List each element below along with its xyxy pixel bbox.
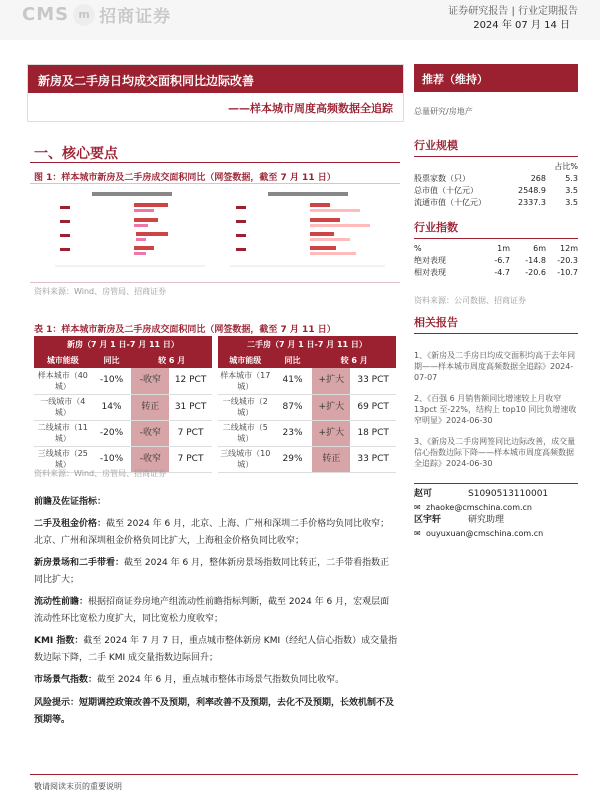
mail-icon: ✉ [414,529,421,538]
table-caption: 表 1：样本城市新房及二手房成交面积同比（网签数据，截至 7 月 11 日） [34,325,336,335]
figure-chart [40,188,395,278]
left-mini-chart [55,192,205,266]
report-type: 证券研究报告 | 行业定期报告 [448,6,578,17]
analyst-row: 赵可 S1090513110001 [414,489,549,499]
group-new: 新房（7 月 1 日-7 月 11 日） [34,336,215,352]
bar [310,246,336,250]
report-subtitle: ——样本城市周度高频数据全追踪 [228,102,393,115]
group-second: 二手房（7 月 1 日-7 月 11 日） [215,336,396,352]
analyst-email[interactable]: ✉ ouyuxuan@cmschina.com.cn [414,529,544,538]
paragraph-showings: 新房景场和二手带看：截至 2024 年 6 月，整体新房景场指数同比转正，二手带看指数正同比扩大； [34,558,390,585]
bar [310,224,370,227]
table-row [34,394,396,420]
index-row: 绝对表现 -6.7 -14.8 -20.3 [414,256,578,265]
cell-city: 样本城市（40 城） [34,368,92,394]
cell-city: 二线城市（5 城） [215,420,273,446]
bar [134,246,154,250]
paragraph-risk: 风险提示：短期调控政策改善不及预期，利率改善不及预期，去化不及预期，长效机制不及预期等。 [34,698,395,725]
basics-row: 股票家数（只） 268 5.3 [414,174,578,183]
cell-yoy: 87% [273,394,313,420]
col-city: 城市能级 [215,352,273,368]
bar [60,248,70,251]
figure-divider [30,183,400,184]
market-table [34,336,396,473]
bar [60,234,70,237]
body-heading: 前瞻及佐证指标： [34,497,107,507]
col-yoy: 同比 [92,352,132,368]
cell-pct: 7 PCT [169,420,215,446]
cell-pct: 69 PCT [350,394,396,420]
related-report-link[interactable]: 3、《新房及二手房网签同比边际改善，成交量信心指数边际下降——样本城市周度高频数据全追踪》2024-06-30 [414,437,576,468]
table-source: 资料来源：Wind、房管局、招商证券 [34,469,167,478]
sidebar [414,64,578,540]
cell-yoy: -10% [92,368,132,394]
col-city: 城市能级 [34,352,92,368]
cell-city: 样本城市（17 城） [215,368,273,394]
related-heading: 相关报告 [414,316,458,329]
bar [60,220,70,223]
bar [310,209,360,212]
cell-yoy: -20% [92,420,132,446]
bar [134,224,148,227]
right-mini-chart [230,192,385,266]
bar [134,218,158,222]
basics-col-header: 占比% [554,162,578,171]
cell-city: 二线城市（11 城） [34,420,92,446]
bar [136,232,168,236]
cell-yoy: 41% [273,368,313,394]
report-date: 2024 年 07 月 14 日 [473,20,570,31]
logo-mark-icon: m [73,4,95,26]
section-divider [30,162,400,163]
col-yoy: 同比 [273,352,313,368]
index-row: 相对表现 -4.7 -20.6 -10.7 [414,268,578,277]
cell-tag: -收窄 [131,446,169,472]
bar [310,252,356,255]
analyst-email[interactable]: ✉ zhaoke@cmschina.com.cn [414,503,532,512]
analyst-divider [414,483,578,484]
cell-tag: -收窄 [131,420,169,446]
cell-tag: -收窄 [131,368,169,394]
legend-swatch [268,192,348,196]
figure-caption: 图 1：样本城市新房及二手房成交面积同比（网签数据，截至 7 月 11 日） [34,173,336,183]
table-col-header [34,352,396,368]
cell-yoy: 23% [273,420,313,446]
title-box [27,64,404,122]
bar [310,203,330,207]
cell-tag: 转正 [312,446,350,472]
index-source: 资料来源：公司数据、招商证券 [414,296,526,305]
report-title: 新房及二手房日均成交面积同比边际改善 [28,65,403,93]
bar [134,203,168,207]
cell-tag: +扩大 [312,368,350,394]
sector-label: 总量研究/房地产 [414,107,473,116]
cell-tag: +扩大 [312,420,350,446]
logo-en: CMS [22,4,70,25]
analyst-row: 区宇轩 研究助理 [414,515,505,525]
bar [236,234,246,237]
basics-divider [414,156,578,157]
table-row [34,420,396,446]
basics-row: 流通市值（十亿元） 2337.3 3.5 [414,198,578,207]
bar [236,206,246,209]
bar [310,232,334,236]
bar [236,248,246,251]
cell-tag: +扩大 [312,394,350,420]
cell-pct: 7 PCT [169,446,215,472]
index-heading: 行业指数 [414,221,458,234]
col-vs: 较 6 月 [131,352,214,368]
cell-city: 三线城市（25 城） [34,446,92,472]
legend-swatch [92,192,172,196]
figure-source: 资料来源：Wind、房管局、招商证券 [34,287,167,296]
cell-yoy: -10% [92,446,132,472]
mail-icon: ✉ [414,503,421,512]
cell-pct: 33 PCT [350,368,396,394]
related-report-link[interactable]: 2、《百强 6 月销售额同比增速较上月收窄 13pct 至-22%，结构上 top10 同比负增速收窄明显》2024-06-30 [414,394,577,425]
bar [60,206,70,209]
bar [134,209,154,212]
figure-bottom-divider [30,282,400,283]
logo [22,2,171,27]
related-divider [414,333,578,334]
bar [310,218,340,222]
rating-badge: 推荐（维持） [414,64,578,92]
basics-heading: 行业规模 [414,139,458,152]
footer-note: 敬请阅读末页的重要说明 [34,782,122,791]
logo-cn: 招商证券 [99,7,172,27]
cell-city: 一线城市（2 城） [215,394,273,420]
bar [310,238,350,241]
paragraph-prices: 二手及租金价格：截至 2024 年 6 月，北京、上海、广州和深圳二手价格均负同比收窄；北京、广州和深圳租金价格负同比扩大，上海租金价格负同比收窄； [34,519,390,546]
table-group-header [34,336,396,352]
cell-pct: 12 PCT [169,368,215,394]
bar [134,252,146,255]
cell-yoy: 29% [273,446,313,472]
bar [236,220,246,223]
footer-divider [30,774,578,775]
section-heading: 一、核心要点 [34,146,118,162]
paragraph-liquidity: 流动性前瞻：根据招商证券房地产组流动性前瞻指标判断，截至 2024 年 6 月，宏观层面流动性环比宽松力度扩大，同比宽松力度收窄； [34,597,390,624]
col-vs: 较 6 月 [312,352,396,368]
cell-pct: 33 PCT [350,446,396,472]
cell-city: 一线城市（4 城） [34,394,92,420]
cell-tag: 转正 [131,394,169,420]
index-col-header: % 1m 6m 12m [414,244,578,253]
cell-yoy: 14% [92,394,132,420]
bar [136,238,146,241]
cell-city: 三线城市（10 城） [215,446,273,472]
paragraph-sentiment: 市场景气指数：截至 2024 年 6 月，重点城市整体市场景气指数负同比收窄。 [34,675,345,685]
paragraph-kmi: KMI 指数：截至 2024 年 7 月 7 日，重点城市整体新房 KMI（经纪人信心指数）成交量指数边际下降，二手 KMI 成交量指数边际回升； [34,636,398,663]
index-divider [414,238,578,239]
cell-pct: 18 PCT [350,420,396,446]
basics-row: 总市值（十亿元） 2548.9 3.5 [414,186,578,195]
related-report-link[interactable]: 1、《新房及二手房日均成交面积均高于去年同期——样本城市周度高频数据全追踪》2024-07-07 [414,351,576,382]
table-row [34,368,396,394]
cell-pct: 31 PCT [169,394,215,420]
